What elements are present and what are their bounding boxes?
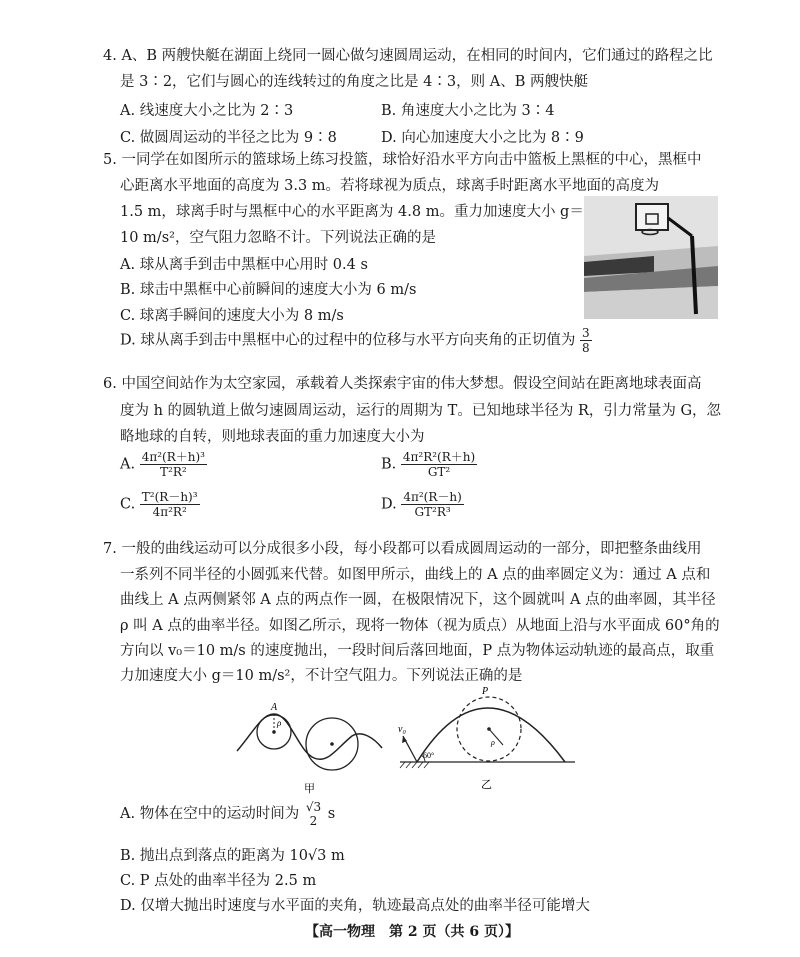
q6-line: 6. 中国空间站作为太空家园，承载着人类探索宇宙的伟大梦想。假设空间站在距离地球表面高 <box>103 376 702 392</box>
q7-line: 7. 一般的曲线运动可以分成很多小段，每小段都可以看成圆周运动的一部分，即把整条曲线用 <box>103 541 702 557</box>
q5-option-c: C. 球离手瞬间的速度大小为 8 m/s <box>120 308 344 324</box>
fraction-numerator: T²(R－h)³ <box>141 490 198 504</box>
fraction-numerator: 3 <box>581 326 590 340</box>
fraction-denominator: GT² <box>427 465 451 479</box>
q4-line: 是 3∶2，它们与圆心的连线转过的角度之比是 4∶3，则 A、B 两艘快艇 <box>120 74 588 90</box>
center-dot <box>330 742 334 746</box>
q6-option-c-fraction <box>140 490 200 519</box>
q5-option-b: B. 球击中黑框中心前瞬间的速度大小为 6 m/s <box>120 282 417 298</box>
q7-option-d: D. 仅增大抛出时速度与水平面的夹角，轨迹最高点处的曲率半径可能增大 <box>120 898 590 914</box>
q4-line: 4. A、B 两艘快艇在湖面上绕同一圆心做匀速圆周运动，在相同的时间内，它们通过的路程之比 <box>103 48 713 64</box>
q5-line: 1.5 m，球离手时与黑框中心的水平距离为 4.8 m。重力加速度大小 g＝ <box>120 204 584 220</box>
rho-label: ρ <box>491 738 495 747</box>
q7-option-a-fraction <box>304 800 323 828</box>
q6-option-d-fraction <box>401 490 463 519</box>
q5-line: 心距离水平地面的高度为 3.3 m。若将球视为质点，球离手时距离水平地面的高度为 <box>120 178 660 194</box>
projectile-trajectory <box>417 708 565 762</box>
point-p-label: P <box>482 686 489 697</box>
q6-option-c <box>120 490 200 519</box>
q5-option-d <box>120 326 592 355</box>
unit-label: s <box>327 806 336 822</box>
q7-line: 曲线上 A 点两侧紧邻 A 点的两点作一圆，在极限情况下，这个圆就叫 A 点的曲率圆，其半径 <box>120 592 716 608</box>
fraction-denominator: 2 <box>309 814 318 828</box>
fraction-denominator: 8 <box>581 341 590 355</box>
q5-option-d-fraction <box>580 326 592 355</box>
figure-caption-yi: 乙 <box>481 778 492 791</box>
option-label: A. <box>120 456 136 473</box>
q4-option-a: A. 线速度大小之比为 2∶3 <box>120 103 294 119</box>
q6-option-b-fraction <box>401 450 477 479</box>
center-dot <box>487 727 491 731</box>
fraction-denominator: GT²R³ <box>414 505 451 519</box>
wavy-curve <box>237 714 382 759</box>
angle-label: 60° <box>423 751 435 760</box>
q4-option-b: B. 角速度大小之比为 3∶4 <box>381 103 555 119</box>
fraction-numerator: 4π²R²(R＋h) <box>402 450 476 464</box>
page-footer: 【高一物理 第 2 页（共 6 页）】 <box>305 924 519 940</box>
point-a-label: A <box>271 702 278 713</box>
q6-option-d <box>381 490 464 519</box>
q6-option-a-fraction <box>140 450 207 479</box>
q6-option-a <box>120 450 207 479</box>
q7-option-a <box>120 800 335 828</box>
fraction-denominator: 4π²R² <box>152 505 187 519</box>
q7-line: 方向以 v₀＝10 m/s 的速度抛出，一段时间后落回地面，P 点为物体运动轨迹的最高点，取重 <box>120 643 715 659</box>
fraction-numerator: 4π²(R＋h)³ <box>141 450 205 464</box>
basketball-court-photo <box>584 196 718 319</box>
fraction-numerator: √3 <box>305 800 322 814</box>
q7-option-b: B. 抛出点到落点的距离为 10√3 m <box>120 848 345 864</box>
q6-line: 度为 h 的圆轨道上做匀速圆周运动，运行的周期为 T。已知地球半径为 R，引力常量为 G，忽 <box>120 403 722 419</box>
rho-label: ρ <box>277 718 282 728</box>
q7-line: 力加速度大小 g＝10 m/s²，不计空气阻力。下列说法正确的是 <box>120 668 523 684</box>
q7-option-c: C. P 点处的曲率半径为 2.5 m <box>120 873 317 889</box>
q5-line: 10 m/s²，空气阻力忽略不计。下列说法正确的是 <box>120 230 436 246</box>
figure-yi-projectile-diagram <box>395 684 585 796</box>
q7-option-a-text: A. 物体在空中的运动时间为 <box>120 806 300 822</box>
fraction-numerator: 4π²(R－h) <box>403 490 462 504</box>
ground-hatching <box>400 762 429 768</box>
figure-caption-jia: 甲 <box>304 782 315 795</box>
option-label: C. <box>120 496 136 513</box>
q6-option-b <box>381 450 477 479</box>
v0-label: v₀ <box>398 724 406 735</box>
q7-line: ρ 叫 A 点的曲率半径。如图乙所示，现将一物体（视为质点）从地面上沿与水平面成 60°角的 <box>120 618 720 634</box>
q5-line: 5. 一同学在如图所示的篮球场上练习投篮，球恰好沿水平方向击中篮板上黑框的中心，黑框中 <box>103 152 702 168</box>
q4-option-c: C. 做圆周运动的半径之比为 9∶8 <box>120 130 337 146</box>
figure-jia-curvature-diagram <box>232 696 392 796</box>
basketball-hoop-image <box>584 196 718 319</box>
q5-option-a: A. 球从离手到击中黑框中心用时 0.4 s <box>120 257 368 273</box>
option-label: B. <box>381 456 397 473</box>
q6-line: 略地球的自转，则地球表面的重力加速度大小为 <box>120 429 425 445</box>
q4-option-d: D. 向心加速度大小之比为 8∶9 <box>381 130 584 146</box>
fraction-denominator: T²R² <box>160 465 187 479</box>
center-dot <box>272 730 276 734</box>
q5-option-d-text: D. 球从离手到击中黑框中心的过程中的位移与水平方向夹角的正切值为 <box>120 332 576 349</box>
option-label: D. <box>381 496 397 513</box>
q7-line: 一系列不同半径的小圆弧来代替。如图甲所示，曲线上的 A 点的曲率圆定义为：通过 A 点和 <box>120 567 711 583</box>
